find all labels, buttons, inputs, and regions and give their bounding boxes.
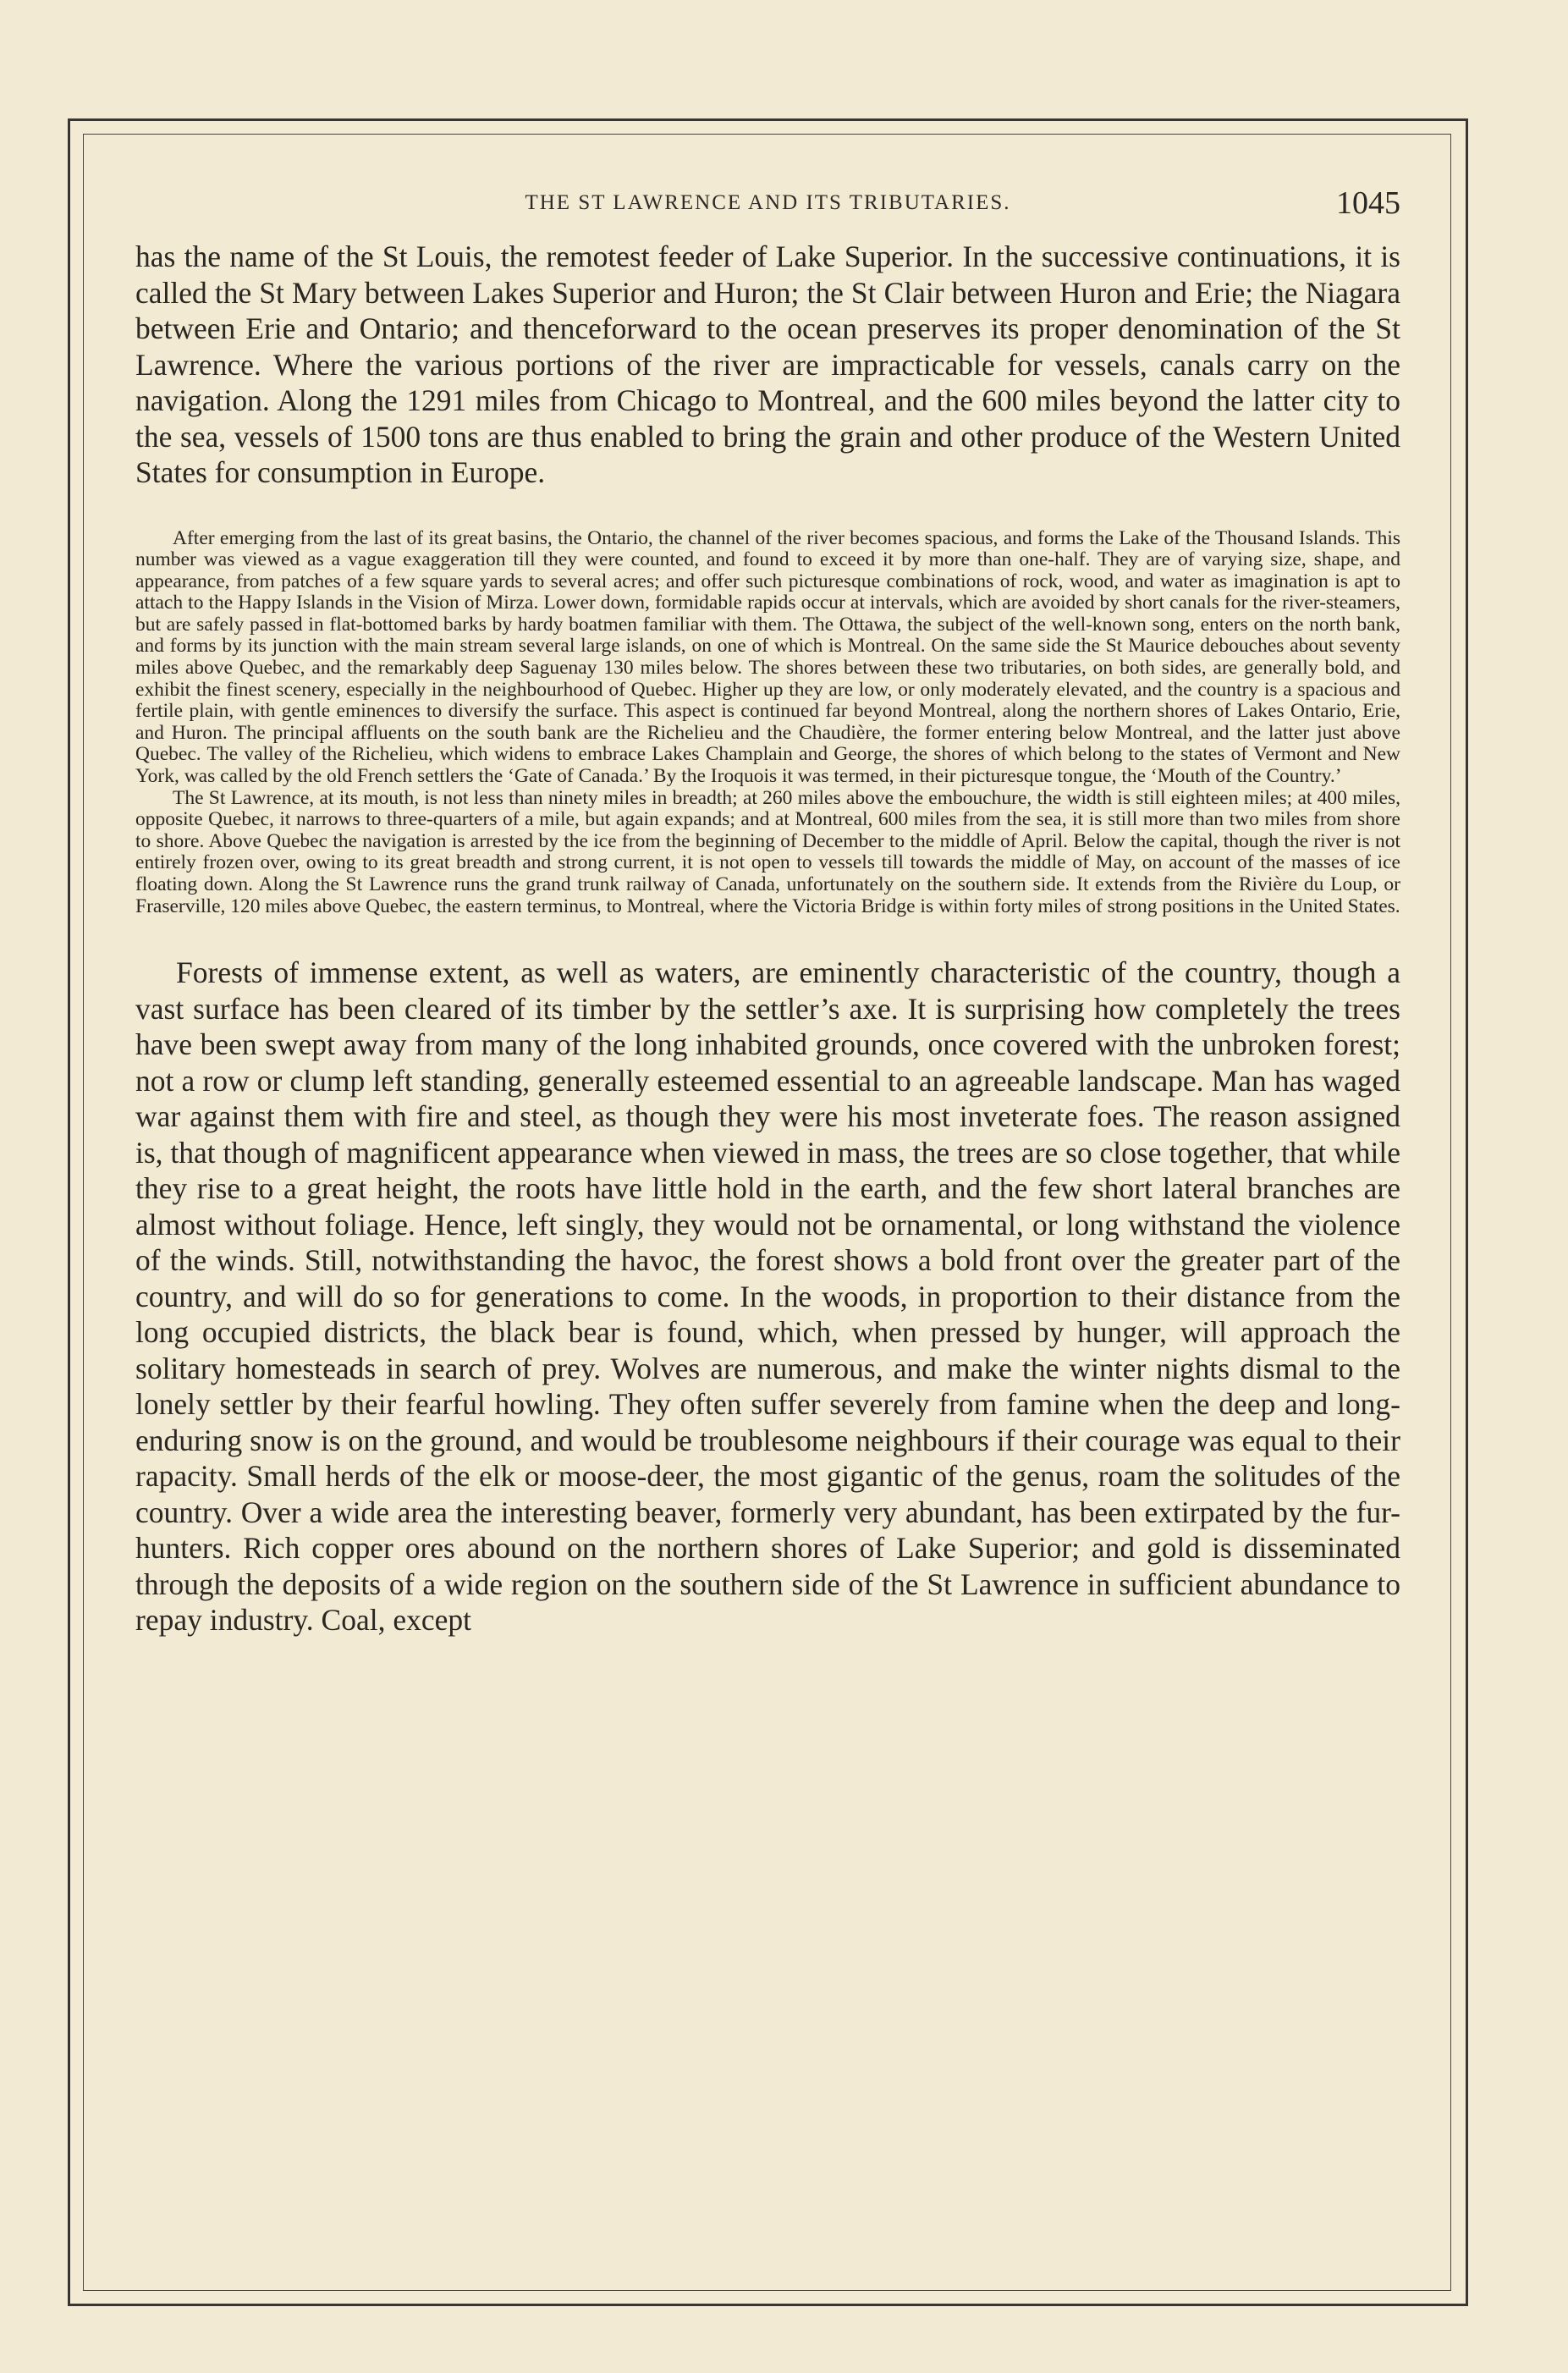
page-header <box>135 183 1400 222</box>
page-number: 1045 <box>1336 185 1400 221</box>
running-title: THE ST LAWRENCE AND ITS TRIBUTARIES. <box>525 191 1011 214</box>
small-print-section <box>135 528 1400 918</box>
page-body <box>135 239 1400 1638</box>
intro-paragraph: has the name of the St Louis, the remotest feeder of Lake Superior. In the successive continuations, it is called the St Mary between Lakes Superior and Huron; the St Clair between Huron and Erie; the Niagara between Erie and Ontario; and thenceforward to the ocean preserves its proper denomination of the St Lawrence. Where the various portions of the river are impracticable for vessels, canals carry on the navigation. Along the 1291 miles from Chicago to Montreal, and the 600 miles beyond the latter city to the sea, vessels of 1500 tons are thus enabled to bring the grain and other produce of the Western United States for consumption in Europe. <box>135 240 1400 489</box>
small-paragraph-thousand-islands: After emerging from the last of its great basins, the Ontario, the channel of the river becomes spacious, and forms the Lake of the Thousand Islands. This number was viewed as a vague exaggeration till they were counted, and found to exceed it by more than one-half. They are of varying size, shape, and appearance, from patches of a few square yards to several acres; and offer such picturesque combinations of rock, wood, and water as imagination is apt to attach to the Happy Islands in the Vision of Mirza. Lower down, formidable rapids occur at intervals, which are avoided by short canals for the river-steamers, but are safely passed in flat-bottomed barks by hardy boatmen familiar with them. The Ottawa, the subject of the well-known song, enters on the north bank, and forms by its junction with the main stream several large islands, on one of which is Montreal. On the same side the St Maurice debouches about seventy miles above Quebec, and the remarkably deep Saguenay 130 miles below. The shores between these two tributaries, on both sides, are generally bold, and exhibit the finest scenery, especially in the neighbourhood of Quebec. Higher up they are low, or only moderately elevated, and the country is a spacious and fertile plain, with gentle eminences to diversify the surface. This aspect is continued far beyond Montreal, along the northern shores of Lakes Ontario, Erie, and Huron. The principal affluents on the south bank are the Richelieu and the Chaudière, the former entering below Montreal, and the latter just above Quebec. The valley of the Richelieu, which widens to embrace Lakes Champlain and George, the shores of which belong to the states of Vermont and New York, was called by the old French settlers the ‘Gate of Canada.’ By the Iroquois it was termed, in their picturesque tongue, the ‘Mouth of the Country.’ <box>135 526 1400 788</box>
forests-paragraph: Forests of immense extent, as well as waters, are eminently characteristic of the country, though a vast surface has been cleared of its timber by the settler’s axe. It is surprising how completely the trees have been swept away from many of the long inhabited grounds, once covered with the unbroken forest; not a row or clump left standing, generally esteemed essential to an agreeable landscape. Man has waged war against them with fire and steel, as though they were his most inveterate foes. The reason assigned is, that though of magnificent appearance when viewed in mass, the trees are so close together, that while they rise to a great height, the roots have little hold in the earth, and the few short lateral branches are almost without foliage. Hence, left singly, they would not be ornamental, or long withstand the violence of the winds. Still, notwithstanding the havoc, the forest shows a bold front over the greater part of the country, and will do so for generations to come. In the woods, in proportion to their distance from the long occupied districts, the black bear is found, which, when pressed by hunger, will approach the solitary homesteads in search of prey. Wolves are numerous, and make the winter nights dismal to the lonely settler by their fearful howling. They often suffer severely from famine when the deep and long-enduring snow is on the ground, and would be troublesome neighbours if their courage was equal to their rapacity. Small herds of the elk or moose-deer, the most gigantic of the genus, roam the solitudes of the country. Over a wide area the interesting beaver, formerly very abundant, has been extirpated by the fur-hunters. Rich copper ores abound on the northern shores of Lake Superior; and gold is disseminated through the deposits of a wide region on the southern side of the St Lawrence in sufficient abundance to repay industry. Coal, except <box>135 955 1400 1638</box>
small-paragraph-river-breadth: The St Lawrence, at its mouth, is not less than ninety miles in breadth; at 260 miles above the embouchure, the width is still eighteen miles; at 400 miles, opposite Quebec, it narrows to three-quarters of a mile, but again expands; and at Montreal, 600 miles from the sea, it is still more than two miles from shore to shore. Above Quebec the navigation is arrested by the ice from the beginning of December to the middle of April. Below the capital, though the river is not entirely frozen over, owing to its great breadth and strong current, it is not open to vessels till towards the middle of May, on account of the masses of ice floating down. Along the St Lawrence runs the grand trunk railway of Canada, unfortunately on the southern side. It extends from the Rivière du Loup, or Fraserville, 120 miles above Quebec, the eastern terminus, to Montreal, where the Victoria Bridge is within forty miles of strong positions in the United States. <box>135 786 1400 917</box>
